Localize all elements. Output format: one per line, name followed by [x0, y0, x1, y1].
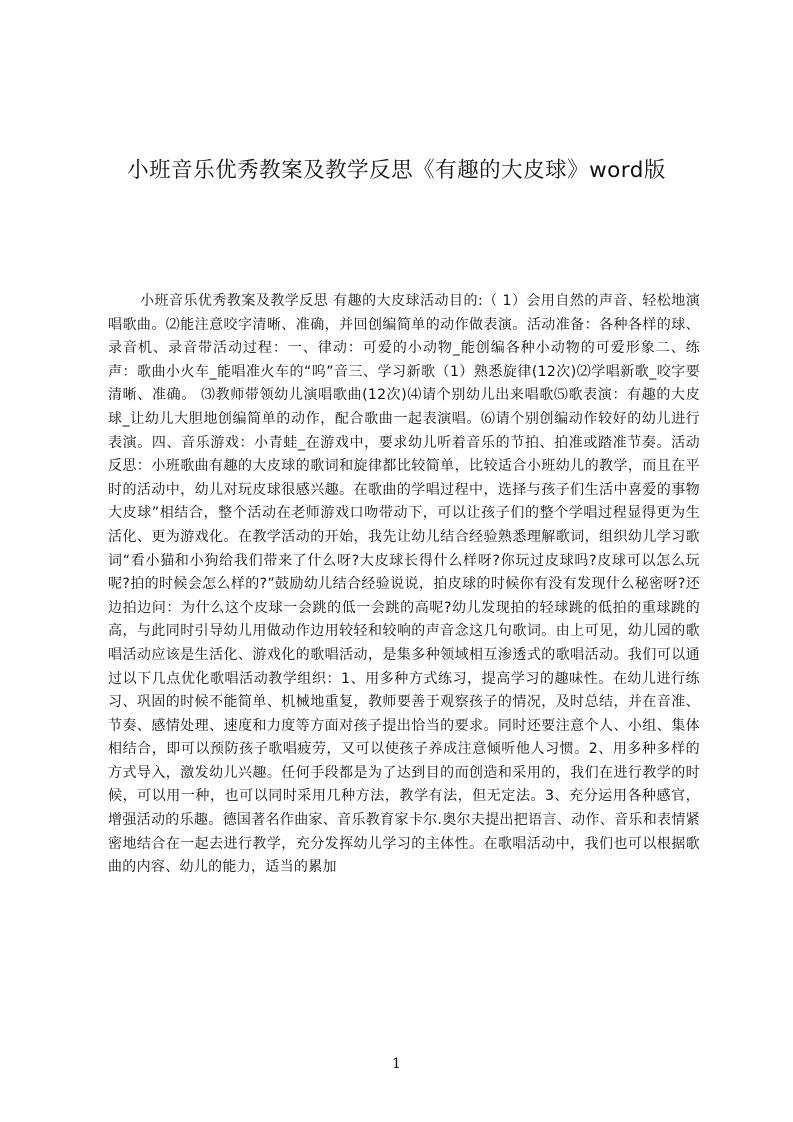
document-body-paragraph: 小班音乐优秀教案及教学反思 有趣的大皮球活动目的:（ 1）会用自然的声音、轻松地演唱歌曲。⑵能注意咬字清晰、准确，并回创编简单的动作做表演。活动准备：各种各样的球、录音机、录音带活动过程：一、律动：可爱的小动物_能创编各种小动物的可爱形象二、练声：歌曲小火车_能唱准火车的“呜”音三、学习新歌（1）熟悉旋律(12次)⑵学唱新歌_咬字要清晰、准确。 ⑶教师带领幼儿演唱歌曲(12次)⑷请个别幼儿出来唱歌⑸歌表演：有趣的大皮球_让幼儿大胆地创编简单的动作，配合歌曲一起表演唱。⑹请个别创编动作较好的幼儿进行表演。四、音乐游戏：小青蛙_在游戏中，要求幼儿听着音乐的节拍、拍准或踏准节奏。活动反思：小班歌曲有趣的大皮球的歌词和旋律都比较简单，比较适合小班幼儿的教学，而且在平时的活动中，幼儿对玩皮球很感兴趣。在歌曲的学唱过程中，选择与孩子们生活中喜爱的事物大皮球”相结合，整个活动在老师游戏口吻带动下，可以让孩子们的整个学唱过程显得更为生活化、更为游戏化。在教学活动的开始，我先让幼儿结合经验熟悉理解歌词，组织幼儿学习歌词“看小猫和小狗给我们带来了什么呀?大皮球长得什么样呀?你玩过皮球吗?皮球可以怎么玩呢?拍的时候会怎么样的?”鼓励幼儿结合经验说说，拍皮球的时候你有没有发现什么秘密呀?还边拍边问：为什么这个皮球一会跳的低一会跳的高呢?幼儿发现拍的轻球跳的低拍的重球跳的高，与此同时引导幼儿用做动作边用较轻和较响的声音念这几句歌词。由上可见，幼儿园的歌唱活动应该是生活化、游戏化的歌唱活动，是集多种领域相互渗透式的歌唱活动。我们可以通过以下几点优化歌唱活动教学组织：1、用多种方式练习，提高学习的趣味性。在幼儿进行练习、巩固的时候不能简单、机械地重复，教师要善于观察孩子的情况，及时总结，并在音准、节奏、感情处理、速度和力度等方面对孩子提出恰当的要求。同时还要注意个人、小组、集体相结合，即可以预防孩子歌唱疲劳，又可以使孩子养成注意倾听他人习惯。2、用多种多样的方式导入，激发幼儿兴趣。任何手段都是为了达到目的而创造和采用的，我们在进行教学的时候，可以用一种，也可以同时采用几种方法，教学有法，但无定法。3、充分运用各种感官，增强活动的乐趣。德国著名作曲家、音乐教育家卡尔.奥尔夫提出把语言、动作、音乐和表情紧密地结合在一起去进行教学，充分发挥幼儿学习的主体性。在歌唱活动中，我们也可以根据歌曲的内容、幼儿的能力，适当的累加 [108, 293, 700, 876]
document-title: 小班音乐优秀教案及教学反思《有趣的大皮球》word版 [127, 158, 666, 184]
page-number: 1 [392, 1056, 401, 1072]
